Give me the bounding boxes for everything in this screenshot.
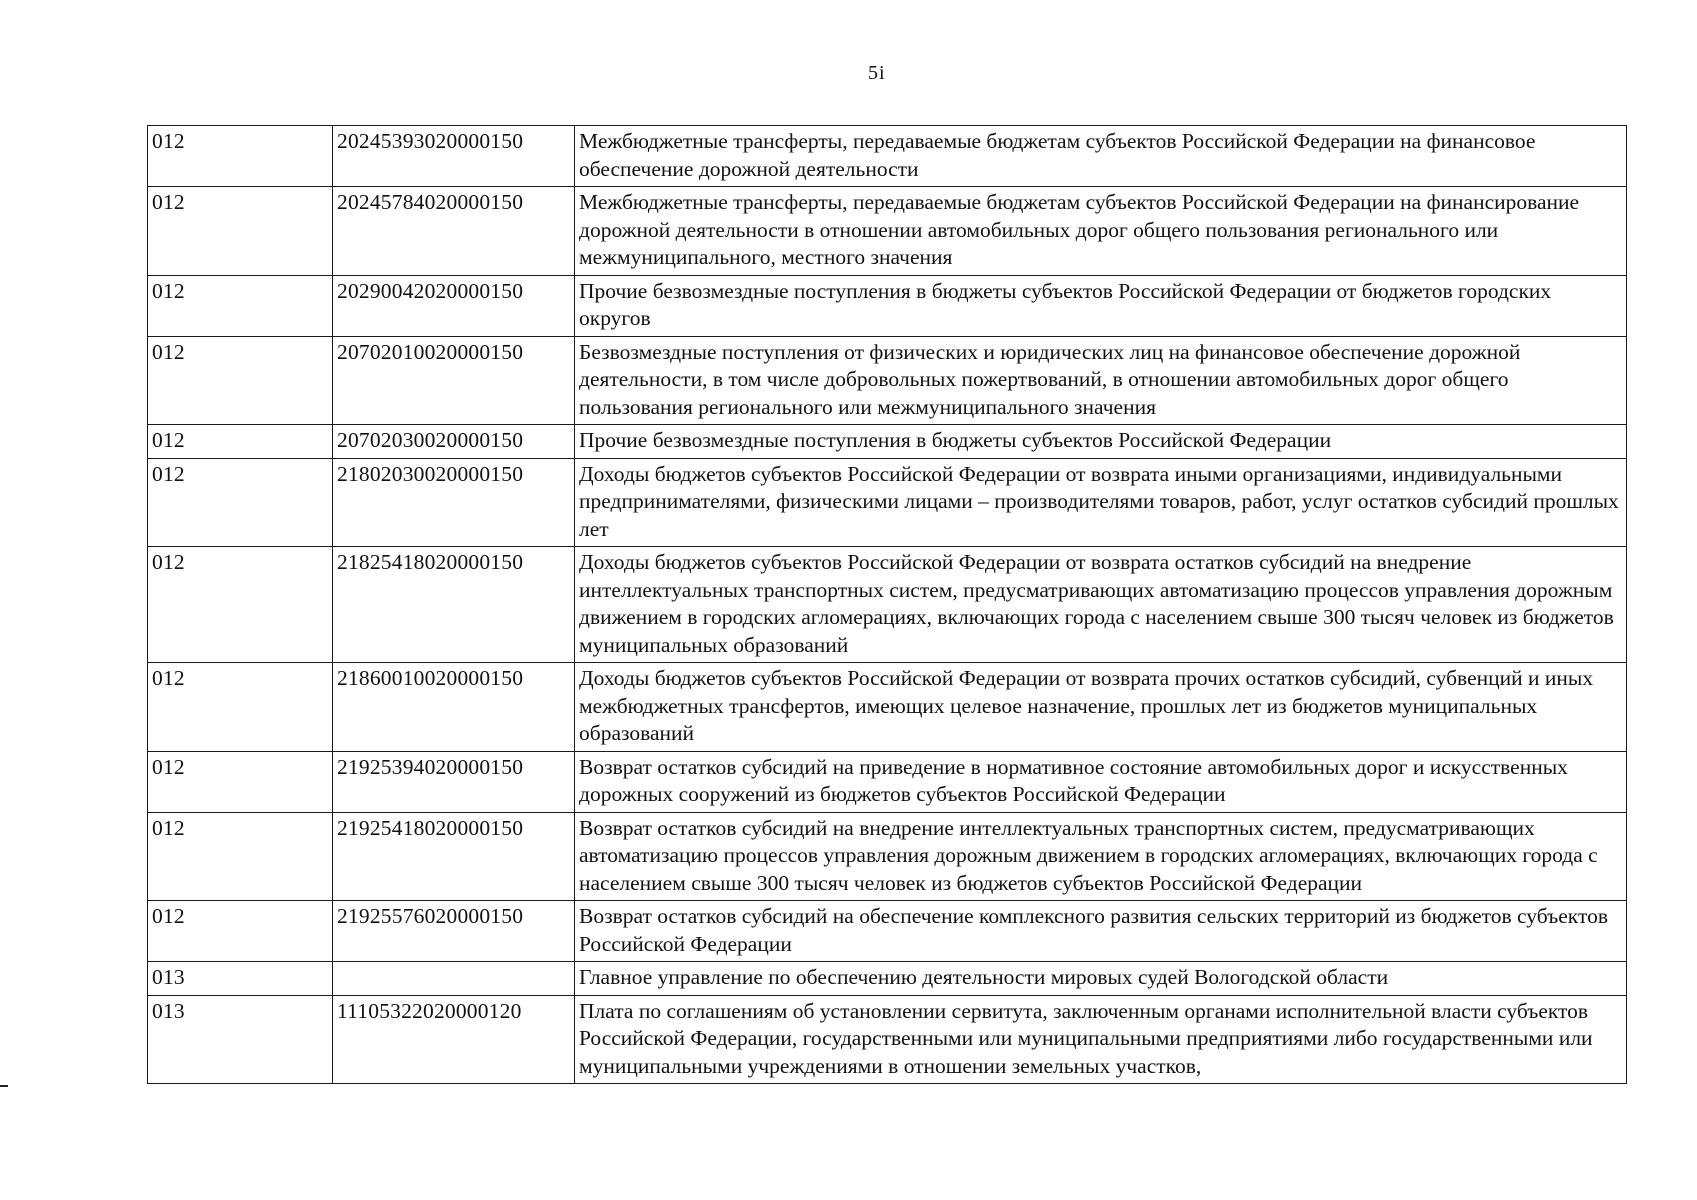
table-body	[148, 126, 1627, 1084]
admin-code-cell: 012	[148, 458, 333, 547]
admin-code-cell: 012	[148, 812, 333, 901]
budget-code-cell: 21860010020000150	[333, 663, 575, 752]
admin-code-cell: 013	[148, 995, 333, 1084]
table-row	[148, 901, 1627, 962]
admin-code-cell: 013	[148, 962, 333, 996]
table-row	[148, 275, 1627, 336]
description-cell: Главное управление по обеспечению деятельности мировых судей Вологодской области	[575, 962, 1627, 996]
table-row	[148, 751, 1627, 812]
admin-code-cell: 012	[148, 425, 333, 459]
description-cell: Межбюджетные трансферты, передаваемые бюджетам субъектов Российской Федерации на финансовое обеспечение дорожной деятельности	[575, 126, 1627, 187]
table-row	[148, 458, 1627, 547]
table-row	[148, 962, 1627, 996]
description-cell: Прочие безвозмездные поступления в бюджеты субъектов Российской Федерации	[575, 425, 1627, 459]
budget-code-cell: 20245393020000150	[333, 126, 575, 187]
table-row	[148, 126, 1627, 187]
admin-code-cell: 012	[148, 663, 333, 752]
budget-code-cell: 20702010020000150	[333, 336, 575, 425]
budget-code-cell: 21802030020000150	[333, 458, 575, 547]
description-cell: Возврат остатков субсидий на обеспечение комплексного развития сельских территорий из бюджетов субъектов Российской Федерации	[575, 901, 1627, 962]
budget-code-cell	[333, 962, 575, 996]
description-cell: Доходы бюджетов субъектов Российской Федерации от возврата остатков субсидий на внедрение интеллектуальных транспортных систем, предусматривающих автоматизацию процессов управления дорожным движением в городских агломерациях, включающих города с населением свыше 300 тысяч человек из бюджетов муниципальных образований	[575, 547, 1627, 663]
budget-code-cell: 21925394020000150	[333, 751, 575, 812]
budget-code-cell: 20290042020000150	[333, 275, 575, 336]
budget-code-cell: 20245784020000150	[333, 187, 575, 276]
admin-code-cell: 012	[148, 901, 333, 962]
admin-code-cell: 012	[148, 336, 333, 425]
budget-code-cell: 20702030020000150	[333, 425, 575, 459]
table-row	[148, 547, 1627, 663]
description-cell: Межбюджетные трансферты, передаваемые бюджетам субъектов Российской Федерации на финансирование дорожной деятельности в отношении автомобильных дорог общего пользования регионального или межмуниципального, местного значения	[575, 187, 1627, 276]
page-number: 5i	[868, 62, 886, 84]
margin-mark	[0, 1085, 8, 1087]
budget-code-cell: 21825418020000150	[333, 547, 575, 663]
budget-codes-table	[147, 125, 1627, 1084]
table-row	[148, 336, 1627, 425]
table-row	[148, 425, 1627, 459]
description-cell: Плата по соглашениям об установлении сервитута, заключенным органами исполнительной власти субъектов Российской Федерации, государственными или муниципальными предприятиями либо государственными или муниципальными учреждениями в отношении земельных участков,	[575, 995, 1627, 1084]
budget-code-cell: 11105322020000120	[333, 995, 575, 1084]
admin-code-cell: 012	[148, 126, 333, 187]
description-cell: Доходы бюджетов субъектов Российской Федерации от возврата прочих остатков субсидий, субвенций и иных межбюджетных трансфертов, имеющих целевое назначение, прошлых лет из бюджетов муниципальных образований	[575, 663, 1627, 752]
table-row	[148, 812, 1627, 901]
description-cell: Безвозмездные поступления от физических и юридических лиц на финансовое обеспечение дорожной деятельности, в том числе добровольных пожертвований, в отношении автомобильных дорог общего пользования регионального или межмуниципального значения	[575, 336, 1627, 425]
table-row	[148, 663, 1627, 752]
description-cell: Доходы бюджетов субъектов Российской Федерации от возврата иными организациями, индивидуальными предпринимателями, физическими лицами – производителями товаров, работ, услуг остатков субсидий прошлых лет	[575, 458, 1627, 547]
budget-code-cell: 21925576020000150	[333, 901, 575, 962]
table-row	[148, 187, 1627, 276]
description-cell: Прочие безвозмездные поступления в бюджеты субъектов Российской Федерации от бюджетов городских округов	[575, 275, 1627, 336]
admin-code-cell: 012	[148, 187, 333, 276]
description-cell: Возврат остатков субсидий на приведение в нормативное состояние автомобильных дорог и искусственных дорожных сооружений из бюджетов субъектов Российской Федерации	[575, 751, 1627, 812]
admin-code-cell: 012	[148, 547, 333, 663]
budget-code-cell: 21925418020000150	[333, 812, 575, 901]
admin-code-cell: 012	[148, 275, 333, 336]
table-row	[148, 995, 1627, 1084]
admin-code-cell: 012	[148, 751, 333, 812]
description-cell: Возврат остатков субсидий на внедрение интеллектуальных транспортных систем, предусматривающих автоматизацию процессов управления дорожным движением в городских агломерациях, включающих города с населением свыше 300 тысяч человек из бюджетов субъектов Российской Федерации	[575, 812, 1627, 901]
